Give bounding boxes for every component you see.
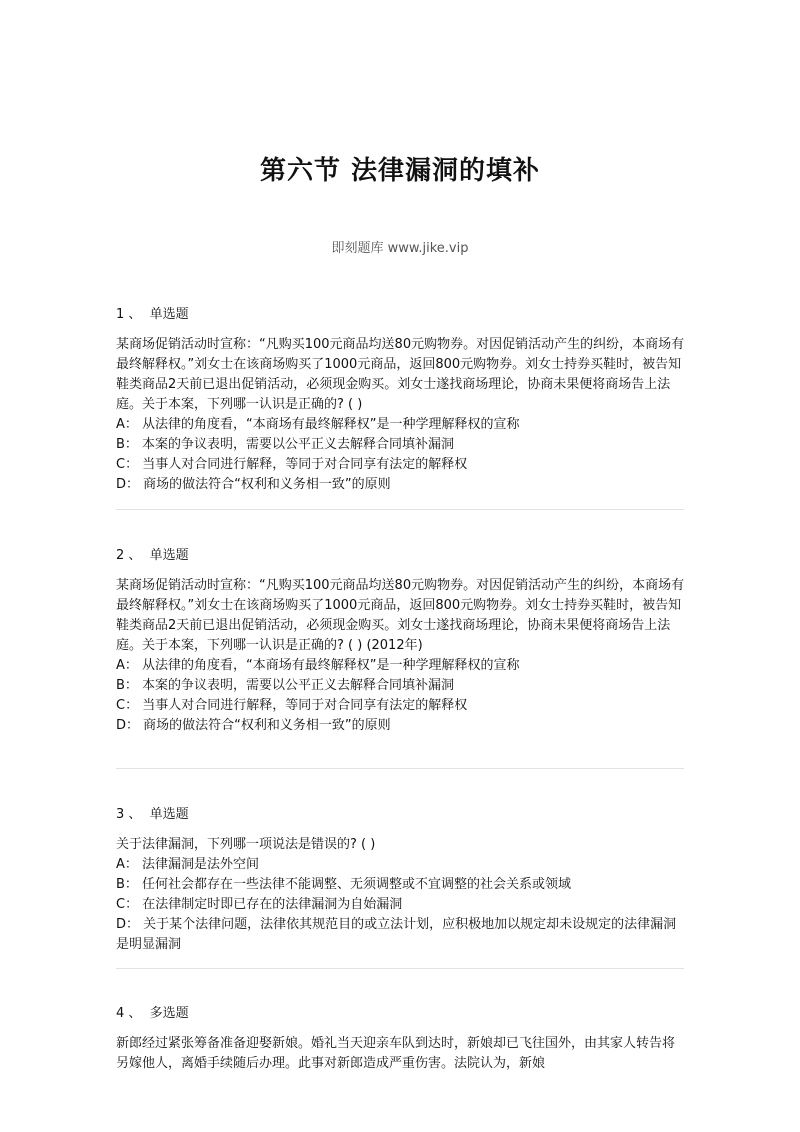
option-a[interactable]: A： 从法律的角度看，“本商场有最终解释权”是一种学理解释权的宣称	[116, 658, 520, 673]
question-3	[116, 805, 686, 955]
question-number: 4 、	[116, 1006, 142, 1021]
divider	[116, 509, 684, 510]
option-d[interactable]: D： 商场的做法符合“权利和义务相一致”的原则	[116, 477, 391, 492]
question-header	[116, 1004, 686, 1024]
option-d[interactable]: D： 商场的做法符合“权利和义务相一致”的原则	[116, 718, 391, 733]
page-title: 第六节 法律漏洞的填补	[259, 156, 541, 186]
question-stem: 关于法律漏洞，下列哪一项说法是错误的? ( )	[116, 837, 376, 852]
divider	[116, 768, 684, 769]
option-b[interactable]: B： 本案的争议表明，需要以公平正义去解释合同填补漏洞	[116, 437, 455, 452]
question-stem: 某商场促销活动时宣称：“凡购买100元商品均送80元购物券。对因促销活动产生的纠纷，本商场有最终解释权。”刘女士在该商场购买了1000元商品，返回800元购物券。刘女士持券买鞋时，被告知鞋类商品2天前已退出促销活动，必须现金购买。刘女士遂找商场理论，协商未果便将商场告上法庭。关于本案，下列哪一认识是正确的? ( )	[116, 337, 685, 412]
question-header	[116, 305, 686, 325]
question-header	[116, 805, 686, 825]
question-type: 单选题	[149, 807, 189, 822]
question-number: 1 、	[116, 307, 142, 322]
question-type: 单选题	[149, 307, 189, 322]
option-b[interactable]: B： 本案的争议表明，需要以公平正义去解释合同填补漏洞	[116, 678, 455, 693]
option-c[interactable]: C： 在法律制定时即已存在的法律漏洞为自始漏洞	[116, 897, 403, 912]
question-stem: 新郎经过紧张筹备准备迎娶新娘。婚礼当天迎亲车队到达时，新娘却已飞往国外，由其家人转告将另嫁他人，离婚手续随后办理。此事对新郎造成严重伤害。法院认为，新娘	[116, 1036, 676, 1071]
question-1	[116, 305, 686, 495]
option-d[interactable]: D： 关于某个法律问题，法律依其规范目的或立法计划，应积极地加以规定却未设规定的法律漏洞是明显漏洞	[116, 917, 677, 952]
question-4	[116, 1004, 686, 1074]
question-number: 3 、	[116, 807, 142, 822]
question-number: 2 、	[116, 548, 142, 563]
question-type: 单选题	[149, 548, 189, 563]
question-2	[116, 546, 686, 736]
divider	[116, 968, 684, 969]
option-a[interactable]: A： 从法律的角度看，“本商场有最终解释权”是一种学理解释权的宣称	[116, 417, 520, 432]
option-a[interactable]: A： 法律漏洞是法外空间	[116, 857, 260, 872]
question-type: 多选题	[149, 1006, 189, 1021]
option-c[interactable]: C： 当事人对合同进行解释，等同于对合同享有法定的解释权	[116, 457, 468, 472]
option-b[interactable]: B： 任何社会都存在一些法律不能调整、无须调整或不宜调整的社会关系或领域	[116, 877, 572, 892]
page-subtitle: 即刻题库 www.jike.vip	[331, 241, 469, 256]
option-c[interactable]: C： 当事人对合同进行解释，等同于对合同享有法定的解释权	[116, 698, 468, 713]
question-stem: 某商场促销活动时宣称：“凡购买100元商品均送80元购物券。对因促销活动产生的纠纷，本商场有最终解释权。”刘女士在该商场购买了1000元商品，返回800元购物券。刘女士持券买鞋时，被告知鞋类商品2天前已退出促销活动，必须现金购买。刘女士遂找商场理论，协商未果便将商场告上法庭。关于本案，下列哪一认识是正确的? ( ) (2012年)	[116, 578, 685, 653]
question-header	[116, 546, 686, 566]
